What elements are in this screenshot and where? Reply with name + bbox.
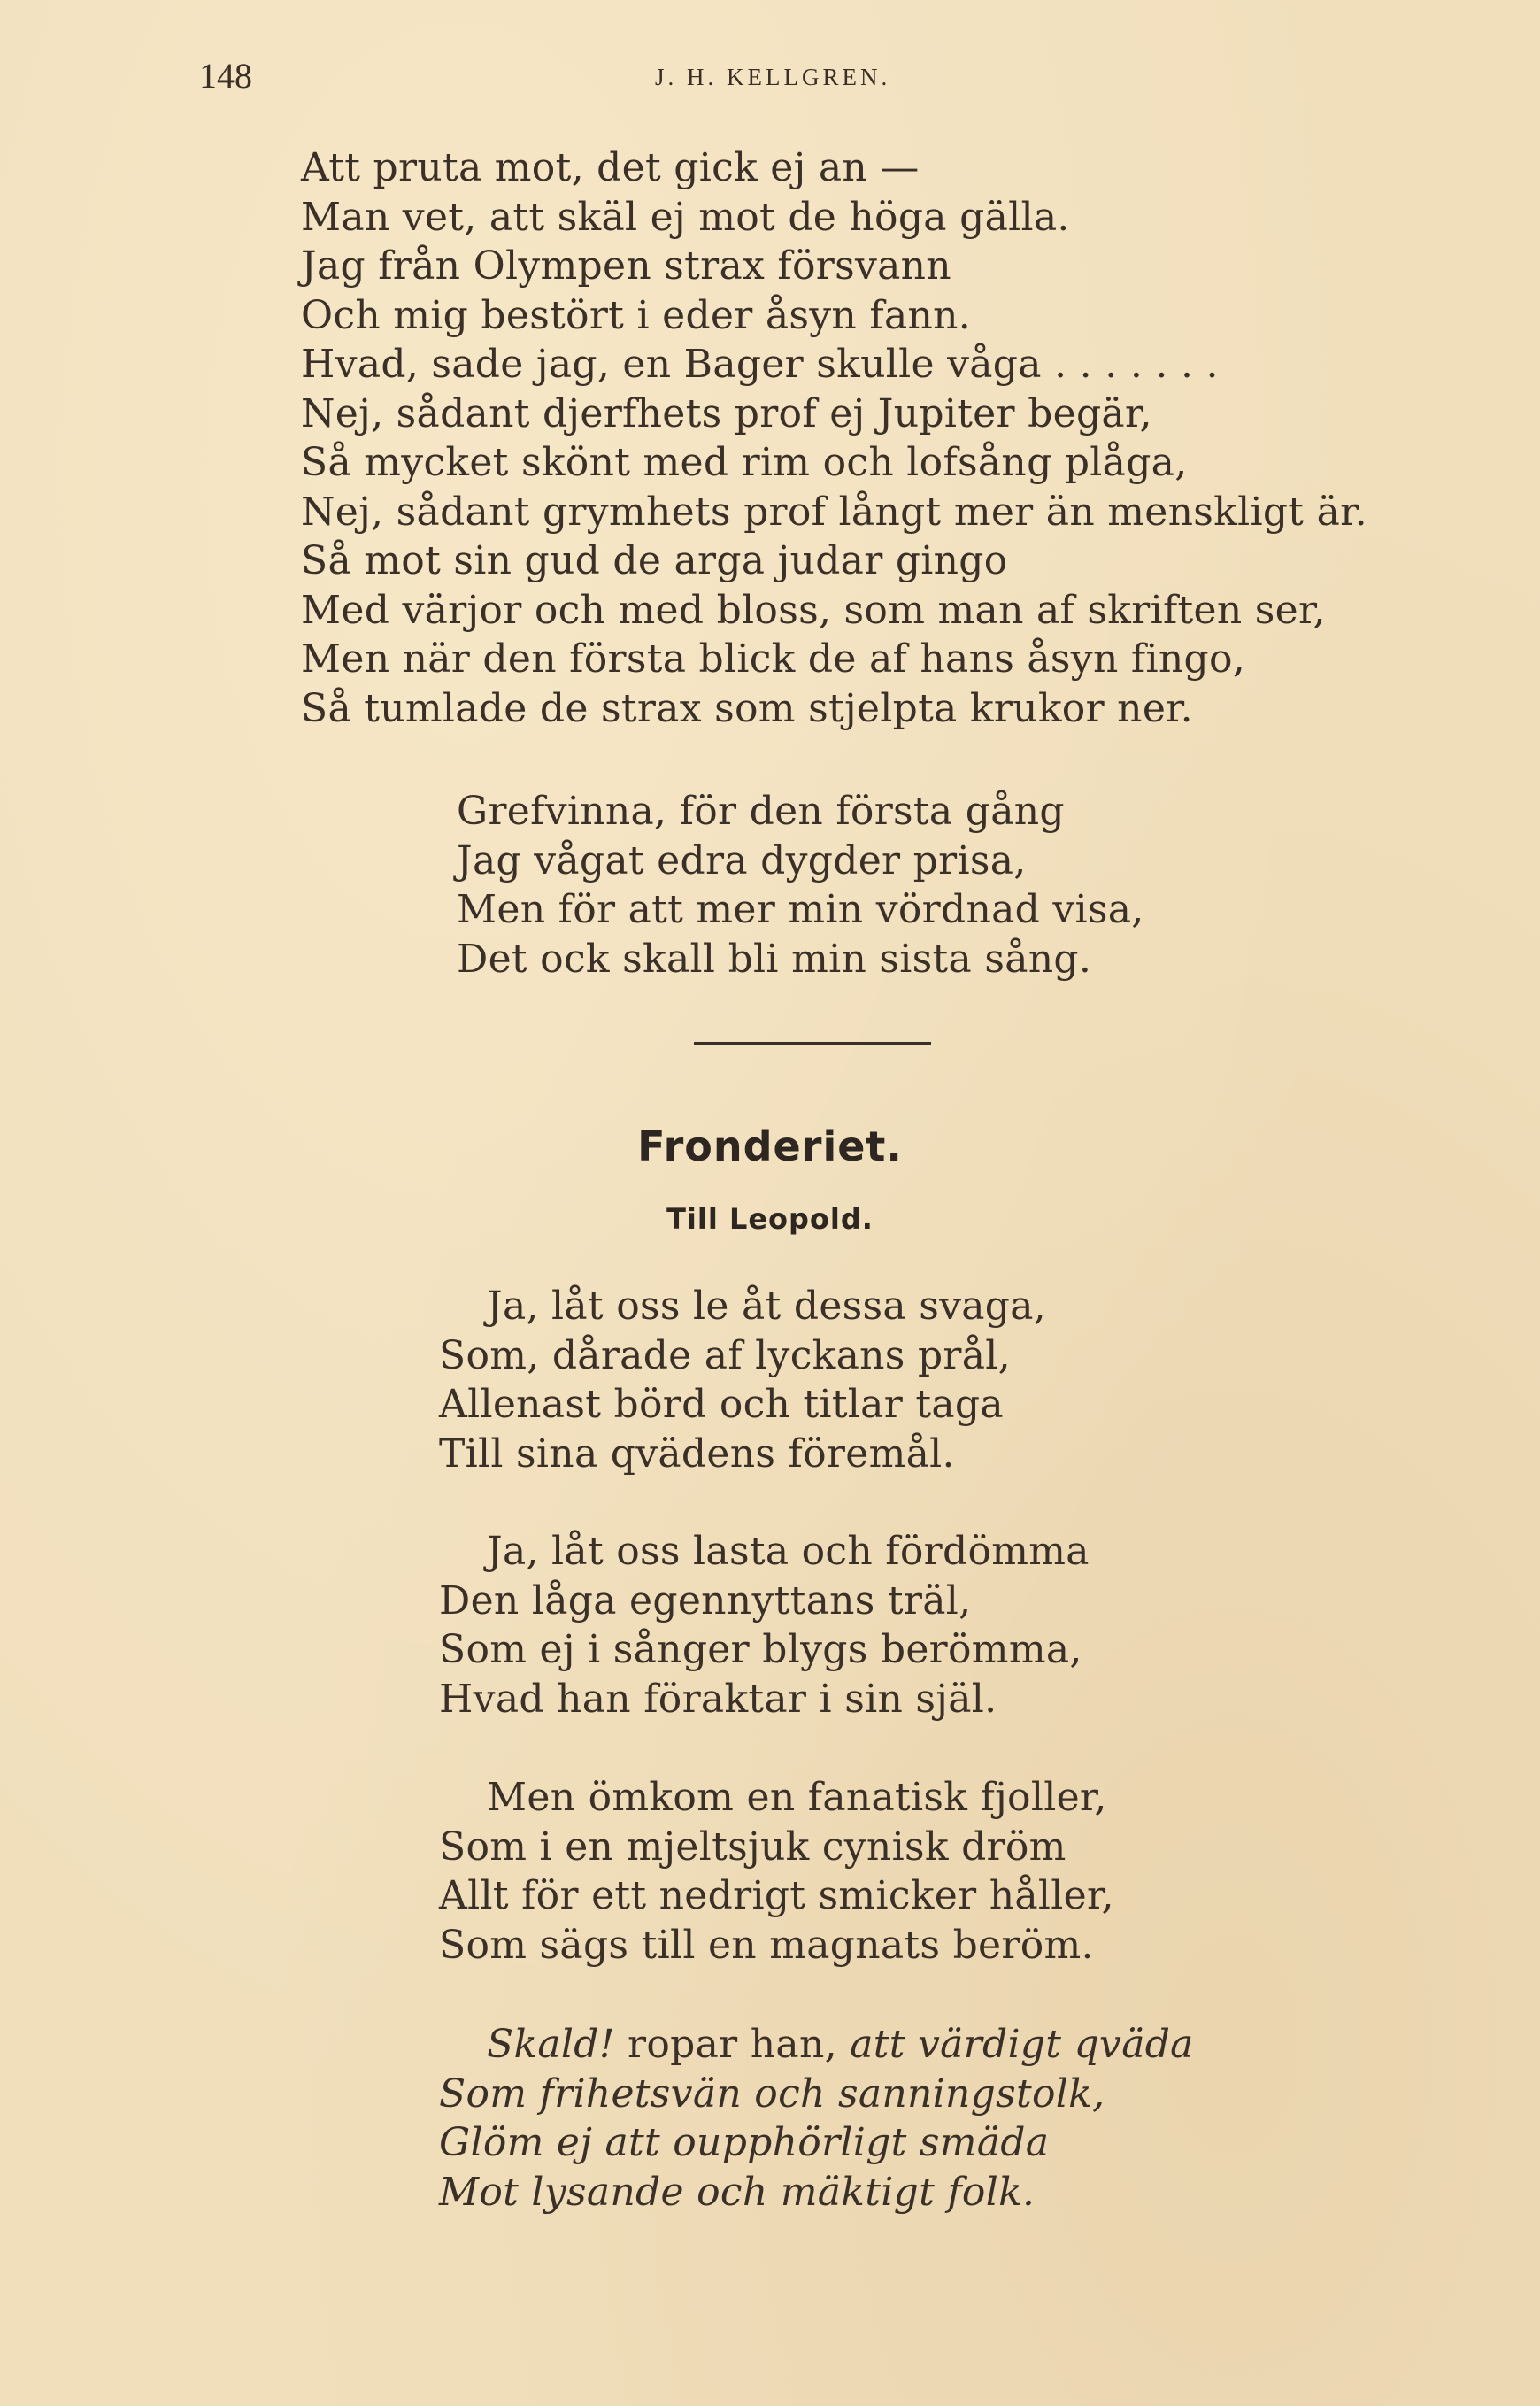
verse-line: Ja, låt oss lasta och fördömma	[487, 1529, 1090, 1574]
poem2-stanza-2	[439, 1527, 1090, 1724]
running-head	[199, 55, 1305, 108]
verse-line: Jag från Olympen strax försvann	[301, 243, 951, 289]
verse-line: Jag vågat edra dygder prisa,	[457, 837, 1027, 883]
verse-line: Men när den första blick de af hans åsyn fingo,	[301, 636, 1246, 682]
poem1-stanza-2	[457, 787, 1144, 983]
running-title: J. H. KELLGREN.	[655, 64, 891, 90]
poem2-stanza-3	[439, 1773, 1114, 1970]
verse-line: Allenast börd och titlar taga	[439, 1382, 1004, 1427]
verse-line: Som i en mjeltsjuk cynisk dröm	[439, 1824, 1066, 1870]
verse-line: Grefvinna, för den första gång	[457, 789, 1065, 834]
verse-line: Så mot sin gud de arga judar gingo	[301, 538, 1008, 583]
verse-line: Så mycket skönt med rim och lofsång plåga,	[301, 440, 1188, 485]
verse-line: Mot lysande och mäktigt folk.	[439, 2169, 1036, 2215]
page-number: 148	[199, 56, 252, 96]
verse-line: Som sägs till en magnats beröm.	[439, 1922, 1094, 1968]
poem-dedication: Till Leopold.	[666, 1202, 874, 1236]
verse-line	[439, 2020, 1194, 2070]
verse-line: Ja, låt oss le åt dessa svaga,	[487, 1284, 1047, 1329]
section-divider	[694, 1042, 931, 1045]
verse-line: Glöm ej att oupphörligt smäda	[439, 2120, 1050, 2165]
verse-roman: ropar han,	[614, 2022, 851, 2067]
verse-line: Som, dårade af lyckans prål,	[439, 1332, 1011, 1378]
verse-line: Så tumlade de strax som stjelpta krukor ner.	[301, 685, 1193, 731]
verse-line: Men ömkom en fanatisk fjoller,	[487, 1775, 1107, 1820]
verse-line: Man vet, att skäl ej mot de höga gälla.	[301, 194, 1070, 240]
verse-line: Nej, sådant djerfhets prof ej Jupiter begär,	[301, 390, 1152, 436]
verse-line: Nej, sådant grymhets prof långt mer än menskligt är.	[301, 489, 1367, 535]
verse-line: Den låga egennyttans träl,	[439, 1577, 972, 1623]
verse-line: Hvad han föraktar i sin själ.	[439, 1676, 997, 1722]
poem1-stanza-1	[301, 143, 1367, 733]
verse-line: Som frihetsvän och sanningstolk,	[439, 2071, 1105, 2117]
verse-line: Som ej i sånger blygs berömma,	[439, 1627, 1082, 1672]
verse-line: Allt för ett nedrigt smicker håller,	[439, 1873, 1114, 1918]
verse-line: Det ock skall bli min sista sång.	[457, 936, 1092, 982]
verse-line: Och mig bestört i eder åsyn fann.	[301, 292, 972, 338]
poem-title: Fronderiet.	[637, 1122, 903, 1170]
verse-line: Men för att mer min vördnad visa,	[457, 887, 1144, 932]
verse-line: Med värjor och med bloss, som man af skriften ser,	[301, 587, 1326, 633]
verse-line: Till sina qvädens föremål.	[439, 1430, 955, 1477]
verse-line: Hvad, sade jag, en Bager skulle våga . . . . . . .	[301, 342, 1219, 387]
verse-italic: Skald!	[487, 2022, 615, 2067]
poem2-stanza-4	[439, 2020, 1194, 2217]
verse-italic: att värdigt qväda	[850, 2022, 1194, 2067]
poem2-stanza-1	[439, 1282, 1046, 1478]
verse-line: Att pruta mot, det gick ej an —	[301, 145, 920, 190]
